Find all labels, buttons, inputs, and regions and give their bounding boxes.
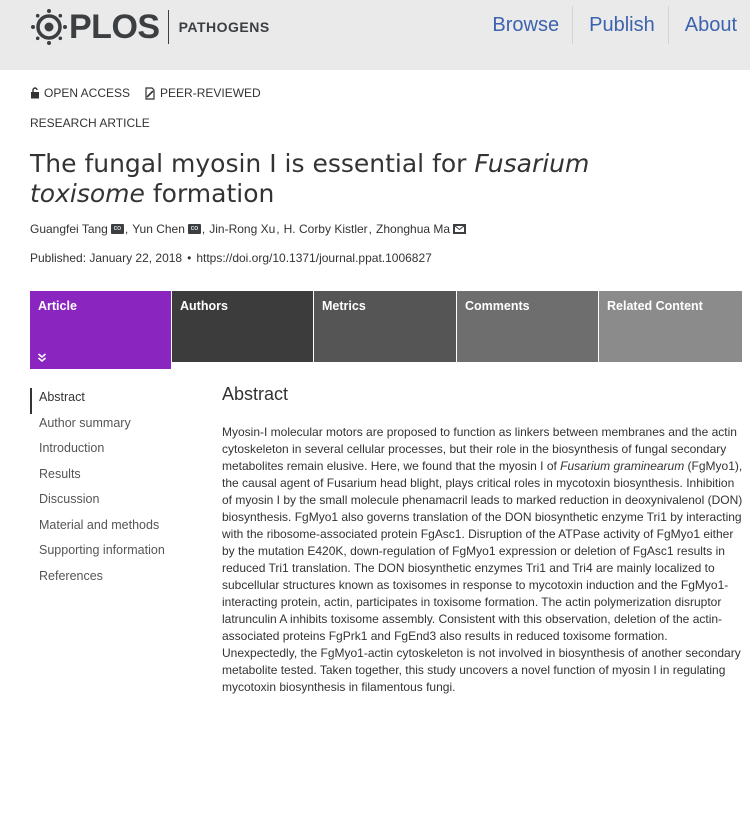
bullet-separator: • — [187, 251, 192, 265]
article-type: RESEARCH ARTICLE — [30, 116, 150, 130]
section-nav-author-summary[interactable]: Author summary — [39, 415, 131, 430]
section-nav-methods[interactable]: Material and methods — [39, 517, 160, 532]
article-badges — [30, 86, 275, 100]
tab-comments[interactable] — [457, 291, 598, 362]
title-italic: Fusarium toxisome — [30, 149, 590, 208]
peer-reviewed-icon — [144, 87, 156, 100]
nav-browse[interactable]: Browse — [492, 14, 560, 36]
abstract-text-1: Myosin-I molecular motors are proposed to function as linkers between membranes and the actin cytoskeleton in several cellular processes, but their role in the biosynthesis of fungal secondary metabolites remain elusive. Here, we found that the myosin I of — [222, 425, 737, 473]
section-nav-discussion[interactable]: Discussion — [39, 492, 100, 506]
tab-label: Comments — [465, 299, 530, 313]
abstract-text-2: (FgMyo1), the causal agent of Fusarium head blight, plays critical roles in mycotoxin biosynthesis. Inhibition of myosin I by the small molecule phenamacril leads to marked reduction in deoxynivalenol (DON) biosynthesis. FgMyo1 also governs translation of the DON biosynthetic enzyme Tri1 by interacting with the ribosome-associated protein FgAsc1. Disruption of the ATPase activity of FgMyo1 either by the mutation E420K, down-regulation of FgMyo1 expression or deletion of FgAsc1 results in reduced Tri1 translation. The DON biosynthetic enzymes Tri1 and Tri4 are mainly localized to subcellular structures known as toxisomes in response to mycotoxin induction and the FgMyo1-interacting protein, actin, participates in toxisome formation. The actin polymerization disruptor latrunculin A inhibits toxisome assembly. Consistent with this observation, deletion of the actin-associated proteins FgPrk1 and FgEnd3 also results in reduced toxisome formation. Unexpectedly, the FgMyo1-actin cytoskeleton is not involved in biosynthesis of another secondary metabolite tested. Taken together, this study uncovers a novel function of myosin I in regulating mycotoxin biosynthesis in filamentous fungi. — [222, 459, 743, 694]
author-item[interactable] — [284, 222, 368, 236]
author-separator: , — [276, 222, 280, 236]
abstract-text — [222, 424, 744, 696]
abstract-italic: Fusarium graminearum — [560, 459, 685, 473]
plos-logo-icon — [30, 8, 68, 46]
logo-text: PLOS — [69, 8, 160, 46]
nav-publish[interactable]: Publish — [572, 6, 668, 44]
author-name: Guangfei Tang — [30, 222, 108, 236]
nav-about[interactable]: About — [668, 6, 750, 44]
article-title — [30, 149, 710, 209]
author-name: H. Corby Kistler — [283, 222, 368, 236]
tab-label: Metrics — [322, 299, 366, 313]
email-icon — [453, 224, 466, 234]
chevron-down-icon — [37, 353, 47, 363]
section-nav-introduction[interactable]: Introduction — [39, 441, 105, 455]
tab-label: Article — [38, 299, 77, 313]
doi-link[interactable]: https://doi.org/10.1371/journal.ppat.1006827 — [196, 251, 432, 265]
author-separator: , — [201, 222, 206, 236]
abstract-heading: Abstract — [222, 384, 289, 404]
logo-divider — [168, 10, 169, 44]
top-nav — [476, 6, 750, 44]
tab-metrics[interactable] — [314, 291, 456, 362]
article-section-nav — [30, 388, 200, 592]
author-name: Jin-Rong Xu — [209, 222, 276, 236]
title-text-2: formation — [144, 179, 275, 208]
tab-related-content[interactable] — [599, 291, 742, 362]
peer-reviewed-label: PEER-REVIEWED — [160, 86, 261, 100]
author-name: Zhonghua Ma — [376, 222, 451, 236]
section-nav-abstract[interactable]: Abstract — [30, 388, 200, 414]
title-text-1: The fungal myosin I is essential for — [30, 149, 475, 178]
open-access-badge[interactable] — [30, 86, 130, 100]
section-nav-supporting-info[interactable]: Supporting information — [39, 543, 165, 557]
publication-info — [30, 251, 432, 265]
unlock-icon — [30, 87, 40, 99]
author-list — [30, 222, 466, 236]
orcid-icon: co — [111, 224, 124, 234]
author-separator: , — [124, 222, 129, 236]
published-date: Published: January 22, 2018 — [30, 251, 183, 265]
site-header — [0, 0, 750, 70]
tab-authors[interactable] — [172, 291, 313, 362]
author-name: Yun Chen — [132, 222, 185, 236]
author-item[interactable] — [132, 222, 201, 236]
tab-label: Related Content — [607, 299, 703, 313]
journal-name: PATHOGENS — [178, 19, 270, 35]
author-item[interactable] — [376, 222, 466, 236]
open-access-label: OPEN ACCESS — [44, 86, 131, 100]
tab-label: Authors — [180, 299, 228, 313]
orcid-icon: co — [188, 224, 201, 234]
tab-article[interactable] — [30, 291, 171, 369]
article-tabs — [30, 291, 742, 369]
author-item[interactable] — [209, 222, 275, 236]
section-nav-results[interactable]: Results — [39, 466, 81, 481]
section-nav-references[interactable]: References — [39, 568, 103, 583]
author-separator: , — [368, 222, 373, 236]
plos-logo[interactable] — [30, 7, 270, 47]
author-item[interactable] — [30, 222, 124, 236]
peer-reviewed-badge[interactable] — [144, 86, 261, 100]
